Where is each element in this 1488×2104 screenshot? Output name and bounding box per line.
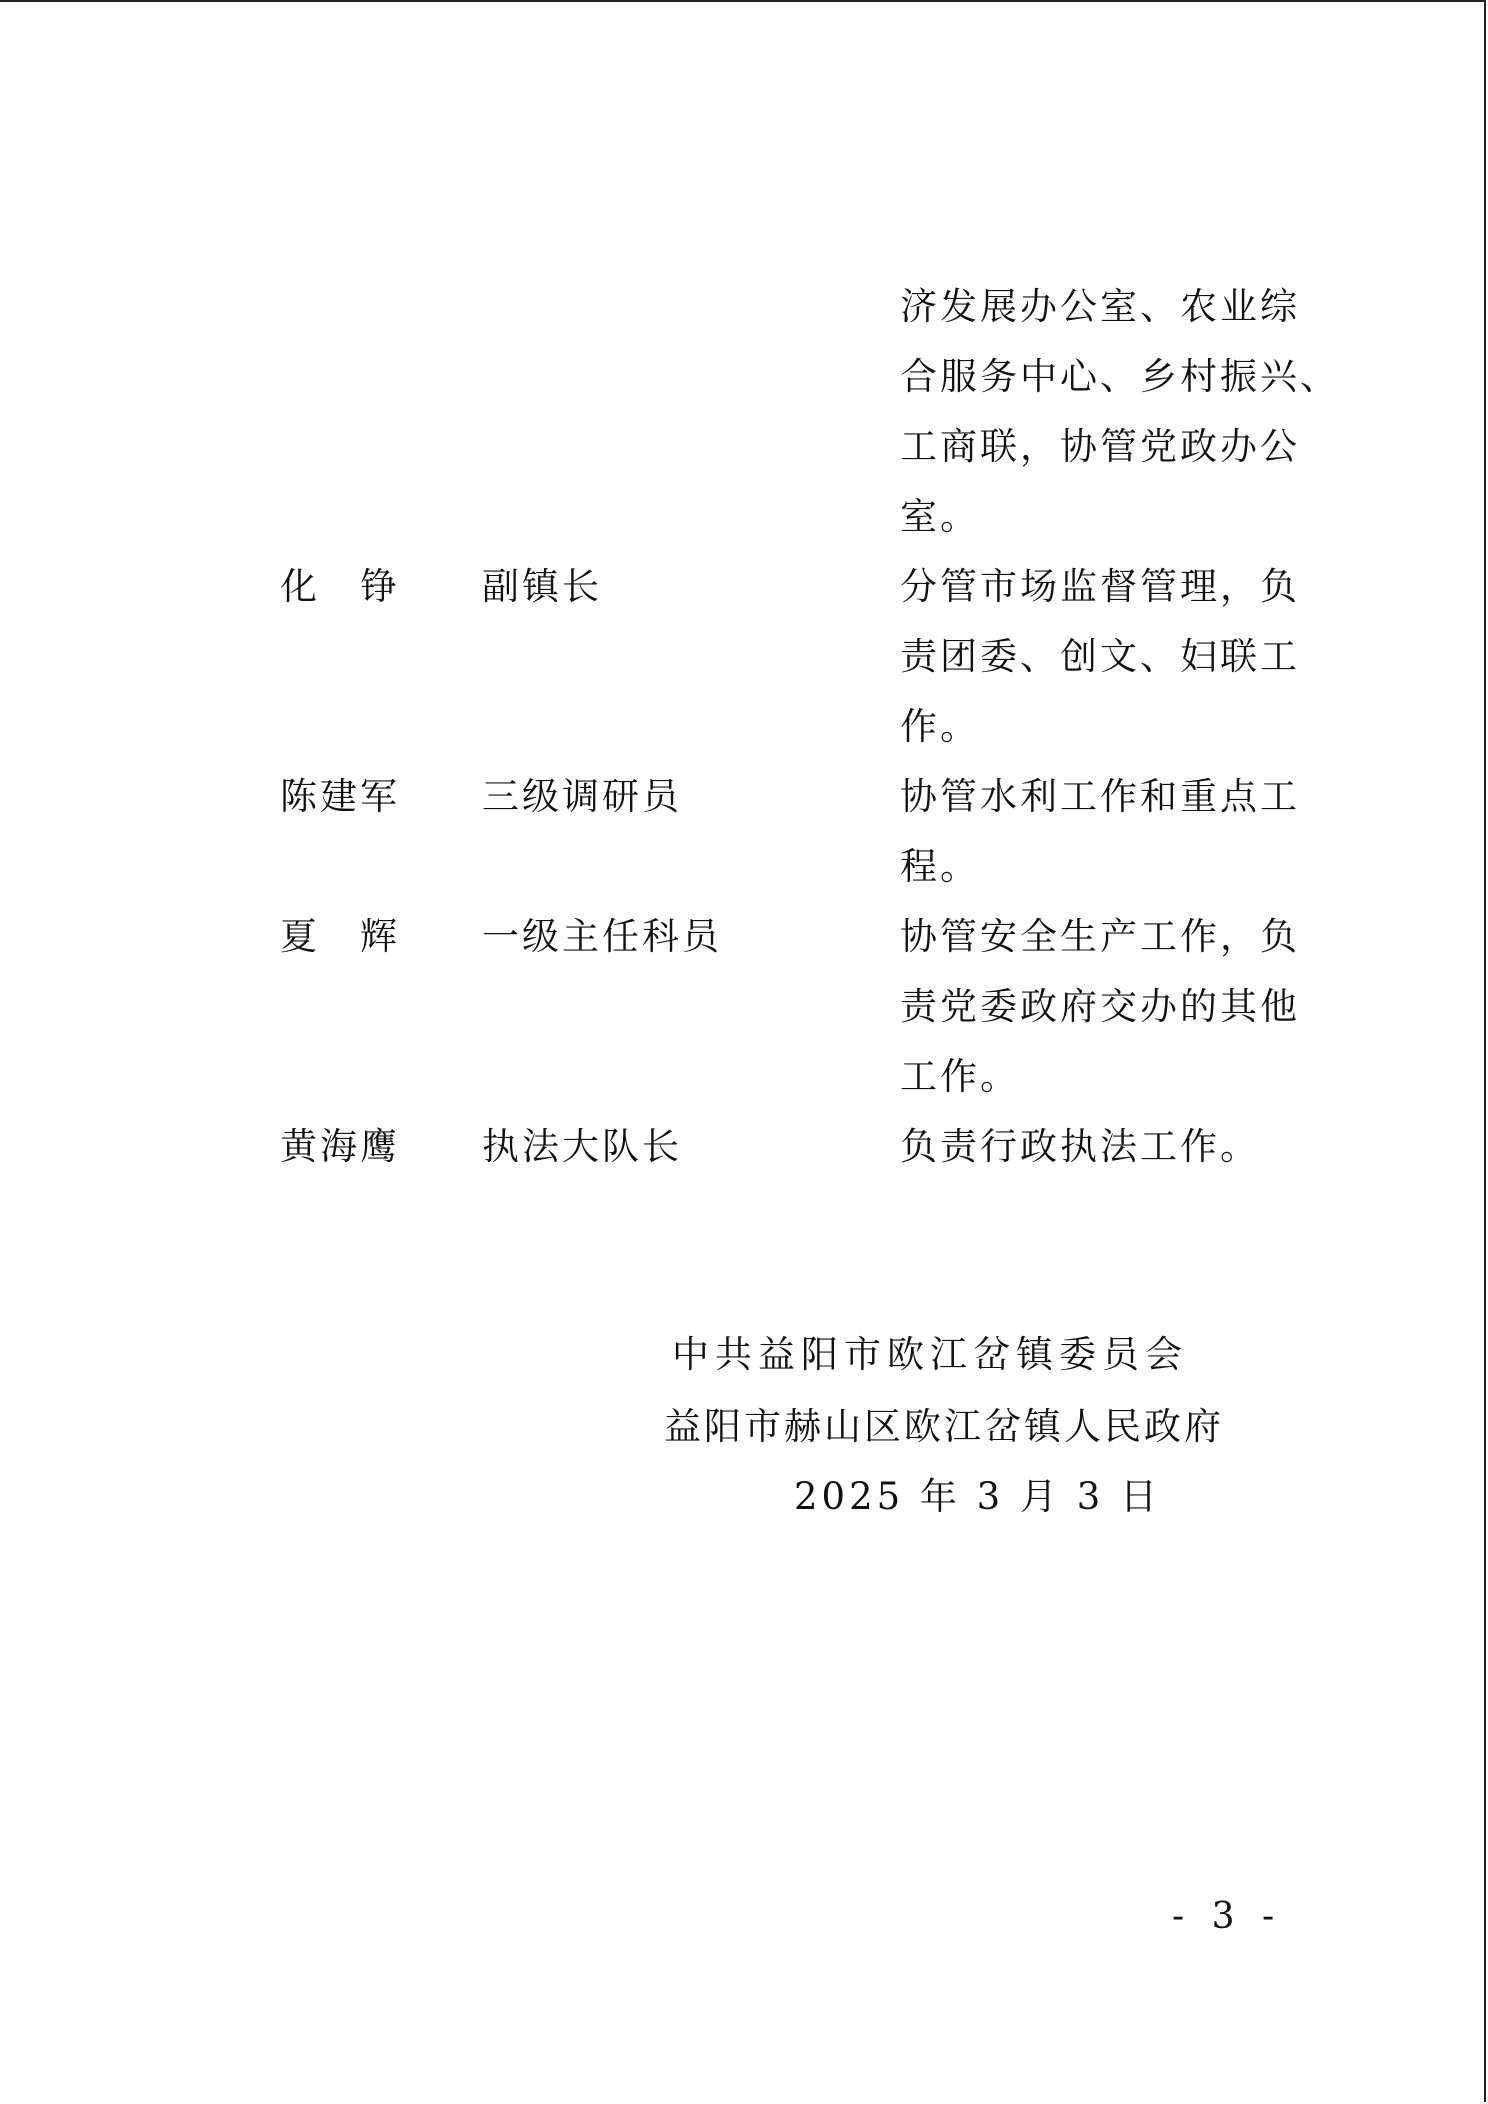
duty-line: 责团委、创文、妇联工 [900,635,1300,678]
duty-line: 工商联，协管党政办公 [900,425,1300,468]
page-number: - 3 - [1172,1896,1283,1937]
duty-line: 负责行政执法工作。 [900,1125,1260,1168]
duty-line: 工作。 [900,1055,1020,1098]
duty-line: 协管水利工作和重点工 [900,775,1300,818]
person-title: 三级调研员 [482,775,682,818]
duty-line: 室。 [900,495,980,538]
person-title: 一级主任科员 [482,915,722,958]
duty-line: 责党委政府交办的其他 [900,985,1300,1028]
person-name: 陈建军 [280,775,400,818]
duty-line: 作。 [900,705,980,748]
signature-party-committee: 中共益阳市欧江岔镇委员会 [672,1333,1188,1376]
duty-line: 协管安全生产工作，负 [900,915,1300,958]
duty-line: 合服务中心、乡村振兴、 [900,355,1340,398]
person-name: 夏 辉 [280,915,400,958]
signature-government: 益阳市赫山区欧江岔镇人民政府 [664,1405,1224,1448]
person-title: 副镇长 [482,565,602,608]
duty-line: 程。 [900,845,980,888]
duty-line: 济发展办公室、农业综 [900,285,1300,328]
duty-line: 分管市场监督管理，负 [900,565,1300,608]
person-name: 黄海鹰 [280,1125,400,1168]
signature-date: 2025 年 3 月 3 日 [794,1475,1162,1518]
person-name: 化 铮 [280,565,400,608]
person-title: 执法大队长 [482,1125,682,1168]
